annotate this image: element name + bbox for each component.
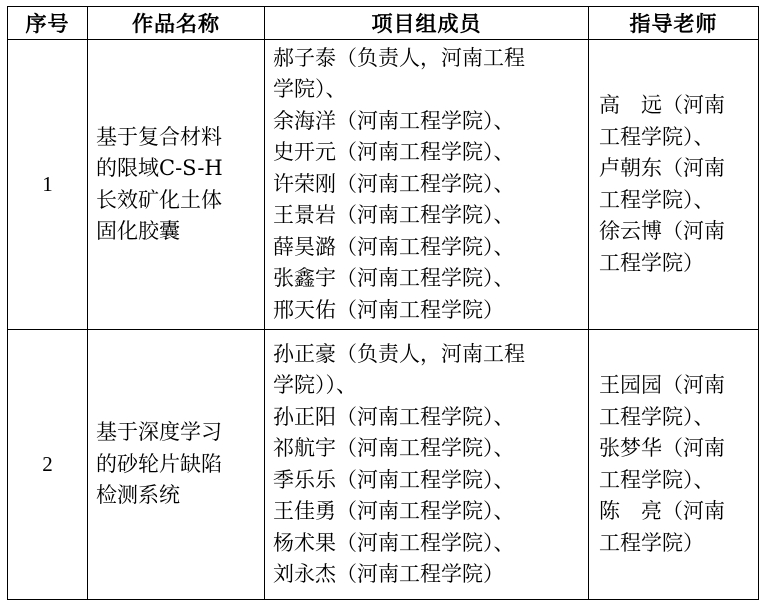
member-line: 学院））、 [273, 373, 357, 397]
project-advisors [589, 40, 759, 330]
header-advisors: 指导老师 [589, 7, 759, 40]
advisor-line: 工程学院） [599, 530, 704, 555]
project-name-line: 基于深度学习 [96, 420, 222, 445]
member-line: 王景岩（河南工程学院）、 [273, 203, 515, 228]
advisor-line: 工程学院） [599, 250, 704, 275]
member-line: 王佳勇（河南工程学院）、 [273, 499, 515, 523]
project-name [88, 40, 265, 330]
project-name-line: 检测系统 [96, 483, 180, 508]
member-line: 张鑫宇（河南工程学院）、 [273, 266, 515, 291]
advisor-line: 工程学院）、 [599, 467, 715, 492]
advisor-line: 陈 亮（河南 [599, 499, 725, 523]
advisor-line: 徐云博（河南 [599, 219, 725, 243]
project-name-line: 长效矿化土体 [96, 187, 222, 212]
row-no: 1 [8, 40, 88, 330]
member-line: 学院）、 [273, 77, 347, 102]
advisor-line: 王园园（河南 [599, 373, 725, 397]
member-line: 刘永杰（河南工程学院） [273, 562, 504, 586]
project-name-line: 固化胶囊 [96, 219, 180, 243]
project-name-line: 的限域C-S-H [96, 156, 223, 180]
project-advisors [589, 330, 759, 600]
project-name [88, 330, 265, 600]
member-line: 孙正豪（负责人，河南工程 [273, 341, 525, 366]
member-line: 杨术果（河南工程学院）、 [273, 530, 515, 555]
header-row [8, 7, 759, 40]
project-members [265, 330, 589, 600]
member-line: 季乐乐（河南工程学院）、 [273, 467, 515, 492]
member-line: 余海洋（河南工程学院）、 [273, 108, 515, 133]
projects-table [7, 6, 759, 600]
member-line: 许荣刚（河南工程学院）、 [273, 171, 515, 196]
header-no: 序号 [8, 7, 88, 40]
advisor-line: 张梦华（河南 [599, 436, 725, 460]
member-line: 史开元（河南工程学院）、 [273, 140, 515, 165]
header-members: 项目组成员 [265, 7, 589, 40]
member-line: 郝子泰（负责人，河南工程 [273, 45, 525, 70]
member-line: 邢天佑（河南工程学院） [273, 297, 504, 322]
advisor-line: 工程学院）、 [599, 124, 715, 149]
member-line: 孙正阳（河南工程学院）、 [273, 404, 515, 429]
row-no: 2 [8, 330, 88, 600]
project-name-line: 基于复合材料 [96, 124, 222, 149]
member-line: 薛昊潞（河南工程学院）、 [273, 234, 515, 259]
member-line: 祁航宇（河南工程学院）、 [273, 436, 515, 460]
advisor-line: 高 远（河南 [599, 93, 725, 117]
advisor-line: 卢朝东（河南 [599, 156, 725, 180]
advisor-line: 工程学院）、 [599, 404, 715, 429]
table-row [8, 40, 759, 330]
advisor-line: 工程学院）、 [599, 187, 715, 212]
table-row [8, 330, 759, 600]
project-members [265, 40, 589, 330]
project-name-line: 的砂轮片缺陷 [96, 451, 222, 476]
header-name: 作品名称 [88, 7, 265, 40]
